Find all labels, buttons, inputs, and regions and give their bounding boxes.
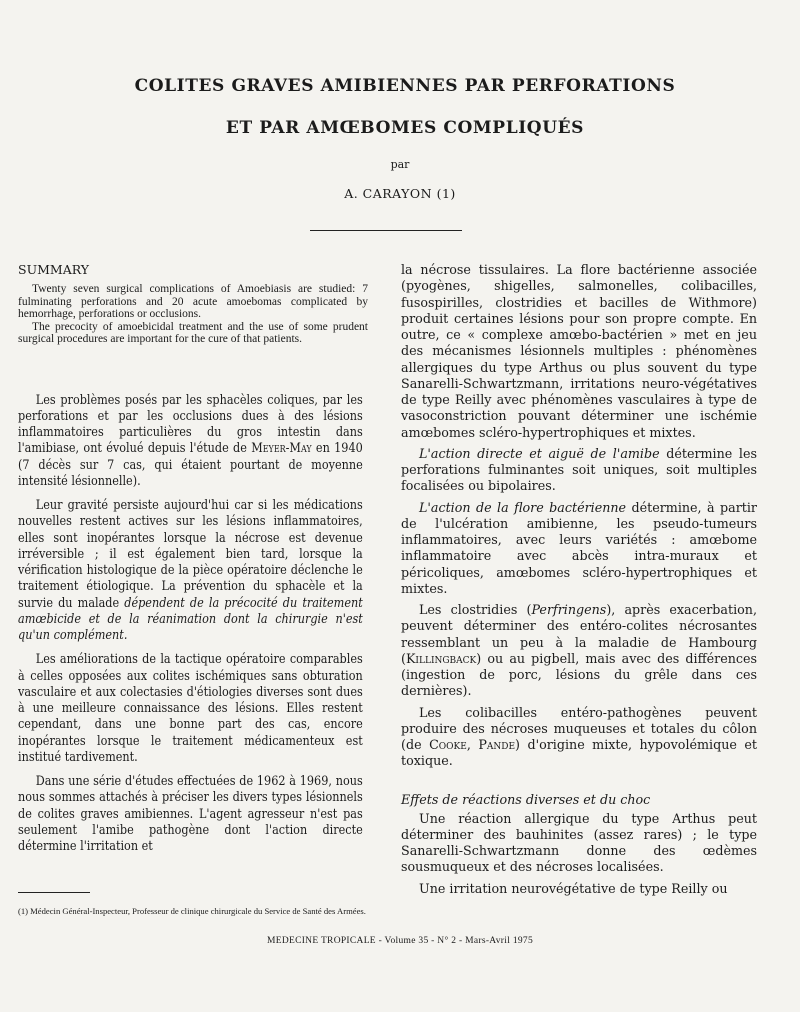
left-column	[18, 262, 368, 862]
body-paragraph-1	[18, 392, 363, 490]
body-text: ,	[466, 737, 479, 752]
emphasis-text: L'action de la flore bactérienne	[419, 499, 627, 515]
body-paragraph-10: Une réaction allergique du type Arthus peut déterminer des bauhinites (assez rares) ; le type Sanarelli-Schwartzmann donne des œdèmes sousmuqueux et des nécroses localisées.	[401, 810, 757, 875]
body-paragraph-8	[401, 602, 757, 700]
emphasis-text: dépendent de la précocité du traitement amœbicide et de la réanimation dont la chirurgie n'est qu'un complément.	[18, 594, 363, 642]
byline-par: par	[390, 158, 410, 171]
summary-heading: SUMMARY	[18, 262, 90, 277]
title-divider	[310, 230, 462, 231]
body-text: Les clostridies (	[419, 602, 532, 617]
body-paragraph-6	[401, 446, 757, 495]
body-paragraph-5: la nécrose tissulaires. La flore bactérienne associée (pyogènes, shigelles, salmonelles, colibacilles, fusospirilles, clostridies et bacilles de Withmore) produit certaines lésions pour son propre compte. En outre, ce « complexe amœbo-bactérien » met en jeu des mécanismes lésionnels multiples : phénomènes allergiques du type Arthus ou plus souvent du type Sanarelli-Schwartzmann, irritations neuro-végétatives de type Reilly avec phénomènes vasculaires à type de vasoconstriction pouvant déterminer une ischémie amœbomes scléro-hypertrophiques et mixtes.	[401, 262, 757, 440]
body-paragraph-11: Une irritation neurovégétative de type Reilly ou	[419, 880, 728, 896]
footnote: (1) Médecin Général-Inspecteur, Professeur de clinique chirurgicale du Service de Santé des Armées.	[18, 906, 366, 916]
body-paragraph-2	[18, 497, 363, 643]
body-paragraph-7	[401, 500, 757, 598]
right-column	[401, 262, 757, 902]
author-reference: Killingback	[405, 650, 477, 666]
body-text: détermine les perforations fulminantes soit uniques, soit multiples focalisées ou bipolaires.	[401, 445, 757, 494]
author-name: A. CARAYON (1)	[344, 186, 456, 201]
body-text: ) ou au pigbell, mais avec des différences (ingestion de porc, lésions du grêle dans ces dernières).	[401, 650, 757, 699]
body-text: en 1940 (7 décès sur 7 cas, qui étaient pourtant de moyenne intensité lésionnelle).	[18, 440, 363, 488]
author-reference: Meyer-May	[251, 440, 312, 456]
body-paragraph-4: Dans une série d'études effectuées de 1962 à 1969, nous nous sommes attachés à préciser les divers types lésionnels de colites graves amibiennes. L'agent agresseur n'est pas seulement l'amibe pathogène dont l'action directe détermine l'irritation et	[18, 773, 363, 853]
body-text: Les colibacilles entéro-pathogènes peuvent produire des nécroses muqueuses et totales du côlon (de	[401, 704, 757, 752]
article-title-line1: COLITES GRAVES AMIBIENNES PAR PERFORATIONS	[134, 76, 676, 96]
summary-gap	[18, 346, 368, 392]
body-paragraph-3: Les améliorations de la tactique opératoire comparables à celles opposées aux colites ischémiques sans obturation vasculaire et aux colectasies d'étiologies diverses sont dues à une meilleure connaissance des lésions. Elles restent cependant, dans une bonne part des cas, encore inopérantes lorsque le traitement médicamenteux est institué tardivement.	[18, 651, 363, 764]
section-heading: Effets de réactions diverses et du choc	[401, 791, 651, 807]
summary-paragraph-1: Twenty seven surgical complications of Amoebiasis are studied: 7 fulminating perforations and 20 acute amoebomas complicated by hemorrhage, perforations or occlusions.	[18, 283, 368, 320]
body-text: Leur gravité persiste aujourd'hui car si les médications nouvelles restent actives sur les lésions inflammatoires, elles sont inopérantes lorsque la nécrose est devenue irréversible ; il est également bien tard, lorsque la vérification histologique de la pièce opératoire déclenche le traitement étiologique. La prévention du sphacèle et la survie du malade	[18, 497, 363, 610]
body-text: ) d'origine mixte, hypovolémique et toxique.	[401, 737, 757, 769]
author-reference: Cooke	[429, 737, 467, 752]
emphasis-text: Perfringens	[531, 602, 607, 617]
footnote-divider	[18, 892, 90, 893]
body-text: Les problèmes posés par les sphacèles coliques, par les perforations et par les occlusions dues à des lésions inflammatoires particulières du gros intestin dans l'amibiase, ont évolué depuis l'étude de	[18, 391, 363, 456]
article-title-line2: ET PAR AMŒBOMES COMPLIQUÉS	[225, 118, 585, 138]
journal-footer: MEDECINE TROPICALE - Volume 35 - N° 2 - Mars-Avril 1975	[266, 936, 534, 946]
body-paragraph-9	[401, 705, 757, 770]
author-reference: Pande	[478, 737, 516, 752]
summary-paragraph-2: The precocity of amoebicidal treatment and the use of some prudent surgical procedures are important for the cure of that patients.	[18, 320, 368, 345]
emphasis-text: L'action directe et aiguë de l'amibe	[419, 445, 660, 461]
body-text: détermine, à partir de l'ulcération amibienne, les pseudo-tumeurs inflammatoires, avec leurs variétés : amœbome inflammatoire avec abcès intra-muraux et péricoliques, amœbomes scléro-hypertrophiques et mixtes.	[401, 499, 757, 596]
body-text: ), après exacerbation, peuvent déterminer des entéro-colites nécrosantes ressemblant un peu à la maladie de Hambourg (	[401, 602, 757, 666]
